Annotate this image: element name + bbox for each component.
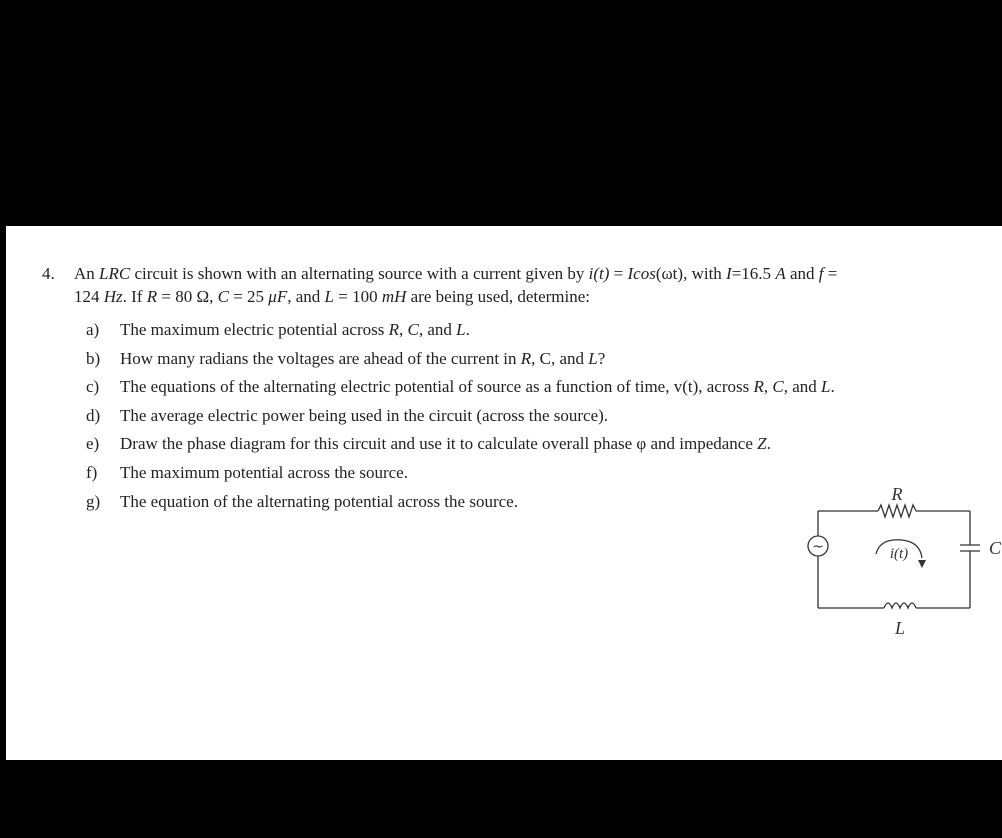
sub-question-text: The equation of the alternating potential across the source.	[120, 491, 518, 511]
lrc-term: LRC	[99, 264, 131, 283]
microfarad-unit: μF	[268, 287, 288, 306]
text-fragment: ?	[597, 348, 606, 368]
top-black-bar	[0, 0, 1002, 226]
resistance-symbol: R	[520, 348, 532, 368]
text-fragment: are being used, determine:	[406, 287, 591, 306]
capacitance-symbol: C	[407, 320, 419, 339]
inductance-symbol: L	[821, 377, 831, 397]
ampere-unit: A	[775, 264, 786, 283]
sub-question-text	[120, 349, 605, 378]
question-text-line-1	[74, 264, 837, 284]
sub-question-text: The maximum potential across the source.	[120, 462, 408, 482]
resistor-label: R	[891, 484, 903, 504]
text-fragment: circuit is shown with an alternating source with a current given by	[130, 264, 589, 283]
frequency-symbol: f	[818, 264, 824, 283]
text-fragment: , C, and	[531, 348, 589, 368]
text-fragment: .	[465, 320, 470, 339]
sub-question-b	[86, 349, 835, 378]
sub-question-text	[120, 434, 771, 463]
sub-question-text	[120, 377, 835, 406]
text-fragment: =	[609, 264, 628, 283]
sub-question-f	[86, 463, 835, 492]
capacitance-symbol: C	[772, 377, 784, 397]
resistance-symbol: R	[753, 377, 764, 397]
sub-question-letter: d)	[86, 405, 101, 425]
text-fragment: , and	[783, 377, 822, 397]
text-fragment: Draw the phase diagram for this circuit and use it to calculate overall phase φ and impedance	[120, 434, 758, 454]
sub-question-letter: e)	[86, 434, 100, 454]
resistance-symbol: R	[146, 287, 158, 306]
bottom-black-bar	[0, 760, 1002, 838]
text-fragment: = 80 Ω,	[157, 287, 218, 306]
text-fragment: The equations of the alternating electric potential of source as a function of time, v(t), across	[120, 377, 754, 397]
lrc-circuit-diagram	[798, 476, 1002, 646]
sub-question-g	[86, 492, 835, 521]
sub-question-letter: f)	[86, 462, 98, 482]
sub-question-e	[86, 434, 835, 463]
text-fragment: 124	[74, 287, 104, 306]
capacitance-symbol: C	[217, 287, 229, 306]
text-fragment: How many radians the voltages are ahead of the current in	[120, 348, 521, 368]
current-label: i(t)	[889, 546, 909, 562]
text-fragment: An	[74, 264, 100, 283]
sub-question-text	[120, 320, 470, 349]
text-fragment: . If	[122, 287, 147, 306]
text-fragment: The maximum electric potential across	[120, 320, 389, 339]
text-fragment: = 100	[333, 287, 382, 306]
inductance-symbol: L	[456, 320, 466, 339]
sub-question-letter: a)	[86, 320, 100, 339]
text-fragment: (ωt), with	[655, 264, 727, 283]
sub-question-letter: c)	[86, 377, 100, 397]
text-fragment: = 25	[228, 287, 269, 306]
inductor-symbol	[884, 603, 916, 608]
inductance-symbol: L	[588, 348, 598, 368]
ac-source-symbol: ~	[812, 539, 824, 555]
sub-question-c	[86, 377, 835, 406]
impedance-symbol: Z	[757, 434, 767, 454]
text-fragment: .	[766, 434, 771, 454]
inductor-label: L	[894, 618, 906, 638]
current-function: i(t)	[588, 264, 610, 283]
sub-question-a	[86, 320, 835, 349]
text-fragment: =16.5	[731, 264, 776, 283]
inductance-symbol: L	[324, 287, 334, 306]
millihenry-unit: mH	[381, 287, 407, 306]
resistor-symbol	[878, 505, 916, 517]
current-arrow-icon	[918, 560, 926, 568]
sub-question-letter: b)	[86, 348, 101, 368]
question-text-line-2	[74, 287, 590, 307]
sub-question-letter: g)	[86, 491, 101, 511]
sub-question-list	[86, 320, 835, 520]
capacitor-label: C	[989, 538, 1002, 558]
text-fragment: .	[830, 377, 835, 397]
text-fragment: , and	[418, 320, 457, 339]
text-fragment: and	[785, 264, 819, 283]
icos-term: Icos	[627, 264, 656, 283]
question-number: 4.	[42, 264, 55, 283]
sub-question-text: The average electric power being used in the circuit (across the source).	[120, 405, 609, 425]
hertz-unit: Hz	[103, 287, 123, 306]
amplitude-symbol: I	[726, 264, 732, 283]
document-content	[6, 226, 1002, 760]
sub-question-d	[86, 406, 835, 435]
resistance-symbol: R	[388, 320, 399, 339]
text-fragment: , and	[287, 287, 325, 306]
text-fragment: =	[823, 264, 838, 283]
text-fragment: ,	[763, 377, 773, 397]
text-fragment: ,	[399, 320, 408, 339]
